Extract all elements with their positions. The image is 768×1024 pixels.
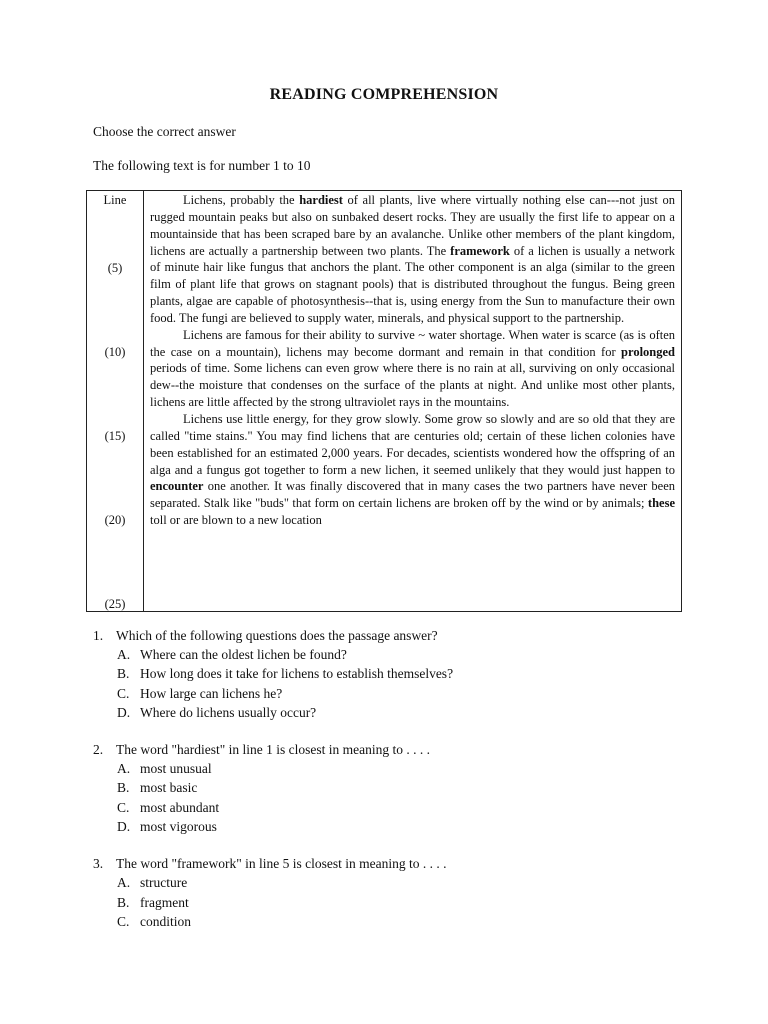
question-stem: Which of the following questions does the passage answer?: [116, 628, 438, 643]
line-header: Line: [103, 193, 127, 207]
keyword-encounter: encounter: [150, 479, 204, 494]
answer-option[interactable]: [117, 798, 693, 817]
text-span: of a lichen is usually a network of minute hair like fungus that anchors the plant. The other component is an alga (similar to the green film of plant life that grows on stagnant pools) that is distributed throughout the fungus. Being green plants, algae are capable of photosynthesis--that is, using energy from the Sun to manufacture their own food. The fungi are believed to supply water, minerals, and physical support to the partnership.: [150, 243, 675, 325]
line-marker-20: (20): [104, 513, 126, 527]
option-letter: D.: [117, 819, 131, 835]
option-letter: B.: [117, 894, 130, 910]
option-letter: B.: [117, 780, 130, 796]
text-span: of all plants, live where virtually nothing else can---not just on rugged mountain peaks but also on sunbaked desert rocks. They are usually the first life to appear on a mountainside that has been scraped bare by an avalanche. Unlike other members of the plant kingdom, lichens are actually a partnership between two plants. The: [150, 193, 675, 258]
option-letter: A.: [117, 647, 131, 662]
text-span: Lichens use little energy, for they grow slowly. Some grow so slowly and are so old that they are called "time stains." You may find lichens that are centuries old; certain of these lichen colonies have been established for an estimated 2,000 years. For decades, scientists wondered how the offspring of an alga and a fungus got together to form a new lichen, it seemed unlikely that they would just happen to: [150, 411, 675, 477]
option-letter: C.: [117, 799, 130, 815]
question-3: [93, 854, 693, 931]
option-letter: A.: [117, 875, 131, 891]
line-marker-10: (10): [104, 345, 126, 359]
question-stem: The word "hardiest" in line 1 is closest in meaning to . . . .: [116, 742, 430, 758]
answer-option[interactable]: [117, 759, 693, 778]
option-text: most abundant: [140, 799, 220, 815]
option-letter: D.: [117, 704, 131, 720]
question-number: 1.: [93, 628, 104, 643]
passage-paragraph-2: [150, 327, 675, 411]
answer-option[interactable]: [117, 778, 693, 797]
answer-option[interactable]: [117, 817, 693, 836]
question-number: 3.: [93, 856, 104, 872]
keyword-hardiest: hardiest: [299, 193, 343, 207]
option-text: condition: [140, 913, 191, 929]
line-marker-5: (5): [107, 261, 123, 275]
instruction-text: Choose the correct answer: [93, 124, 236, 139]
keyword-these: these: [647, 496, 675, 511]
option-text: Where can the oldest lichen be found?: [140, 647, 347, 662]
option-text: fragment: [140, 894, 189, 910]
passage-paragraph-1: [150, 192, 675, 327]
option-letter: C.: [117, 685, 130, 701]
keyword-prolonged: prolonged: [621, 344, 675, 359]
line-marker-25: (25): [104, 597, 126, 611]
line-marker-15: (15): [104, 429, 126, 443]
answer-option[interactable]: [117, 873, 693, 892]
question-1: [93, 626, 693, 722]
question-number: 2.: [93, 742, 104, 758]
passage-text-column: [144, 191, 682, 612]
passage-table: [86, 190, 682, 612]
answer-option[interactable]: [117, 893, 693, 912]
option-text: How large can lichens he?: [140, 685, 283, 701]
option-text: structure: [140, 875, 188, 891]
passage-row: [87, 191, 682, 612]
option-letter: B.: [117, 666, 130, 682]
text-span: one another. It was finally discovered that in many cases the two partners have never been separated. Stalk like "buds" that form on certain lichens are broken off by the wind or by animals;: [150, 479, 675, 511]
passage-scope-text: The following text is for number 1 to 10: [93, 158, 311, 173]
line-number-column: [87, 191, 144, 612]
text-span: toll or are blown to a new location: [150, 513, 322, 528]
question-stem: The word "framework" in line 5 is closest in meaning to . . . .: [116, 856, 447, 872]
question-2: [93, 740, 693, 836]
option-text: most vigorous: [140, 819, 217, 835]
answer-option[interactable]: [117, 703, 693, 722]
keyword-framework: framework: [450, 243, 510, 258]
option-text: How long does it take for lichens to establish themselves?: [140, 666, 454, 682]
passage-paragraph-3: [150, 411, 675, 529]
option-text: most basic: [140, 780, 198, 796]
question-list: [93, 626, 693, 949]
answer-option[interactable]: [117, 912, 693, 931]
text-span: periods of time. Some lichens can even grow where there is no rain at all, surviving on only occasional dew--the moisture that condenses on the surface of the plants at night. And unlike most other plants, lichens are little affected by the strong ultraviolet rays in the mountains.: [150, 361, 675, 410]
answer-option[interactable]: [117, 645, 693, 664]
answer-option[interactable]: [117, 684, 693, 703]
text-span: Lichens, probably the: [183, 193, 300, 207]
answer-option[interactable]: [117, 664, 693, 683]
option-text: Where do lichens usually occur?: [140, 704, 317, 720]
option-letter: C.: [117, 913, 130, 929]
page-title: READING COMPREHENSION: [269, 86, 499, 103]
text-span: Lichens are famous for their ability to survive ~ water shortage. When water is scarce (as is often the case on a mountain), lichens may become dormant and remain in that condition for: [150, 327, 675, 359]
option-text: most unusual: [140, 761, 212, 777]
option-letter: A.: [117, 761, 131, 777]
